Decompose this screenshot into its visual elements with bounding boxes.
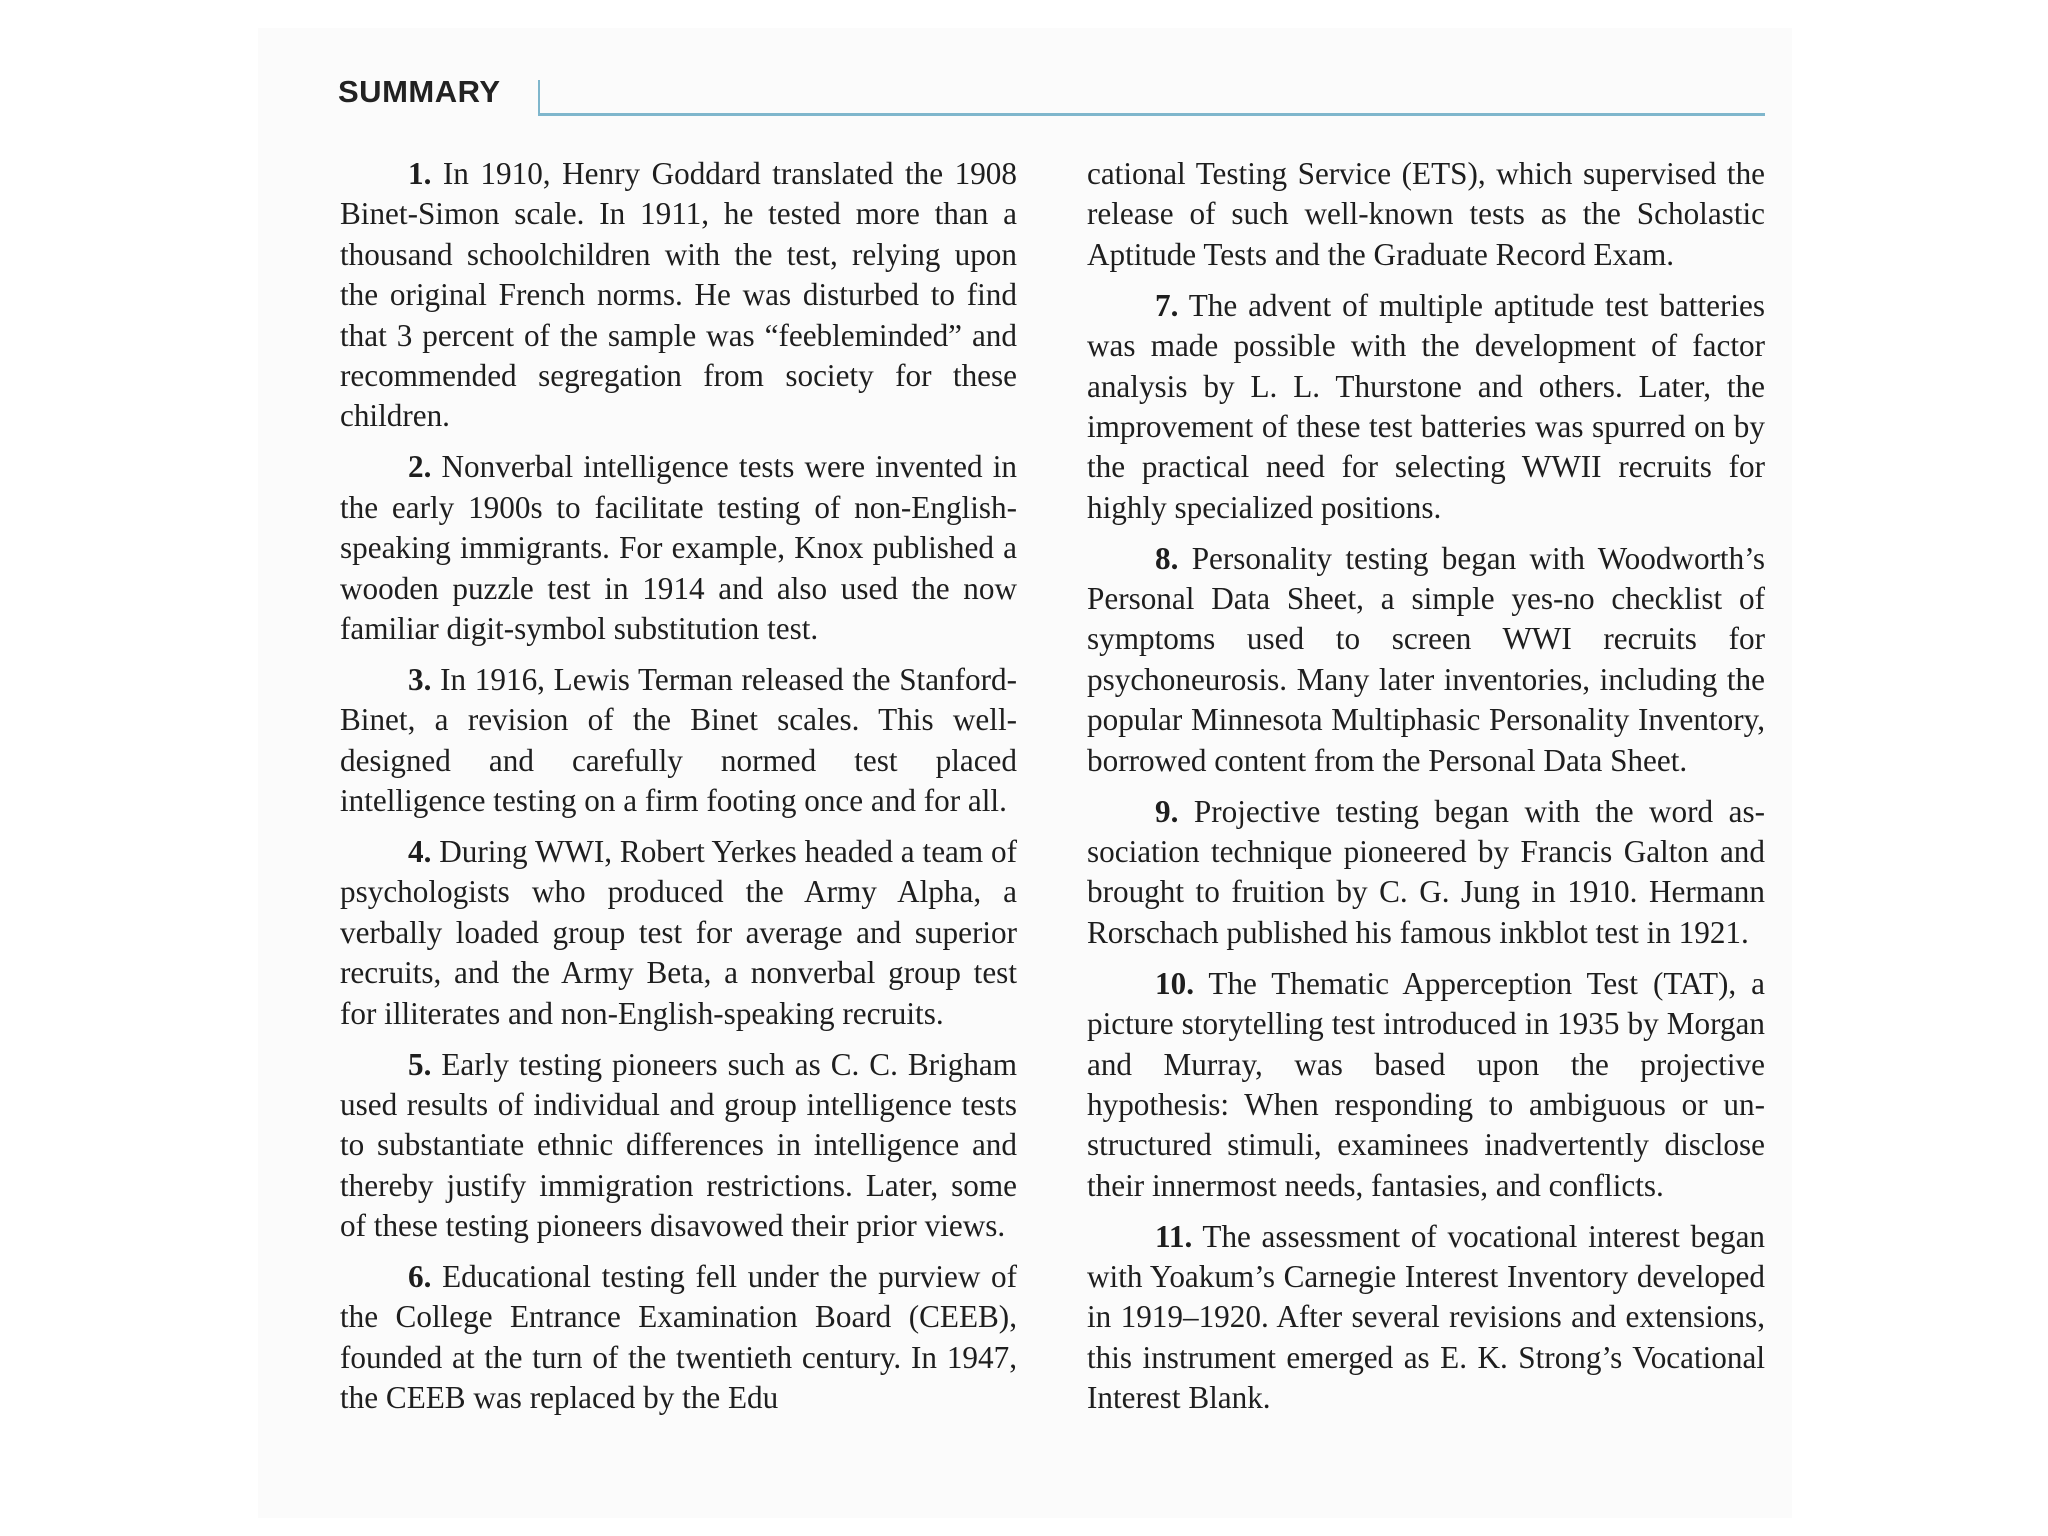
item-number: 10. [1155,965,1194,1001]
item-number: 6. [408,1259,432,1295]
item-text: The Thematic Apperception Test (TAT), a picture storytelling test introduced in 1935 by Morgan and Murray, was based upon the projective hypothesis: When responding to ambiguous or unstructured stimuli, examinees inadvertently disclose their innermost needs, fantasies, and conflicts. [1087,965,1766,1203]
item-text: In 1916, Lewis Terman released the Stanford-Binet, a revision of the Binet scales. This well-designed and carefully normed test placed intelligence testing on a firm footing once and for all. [340,661,1017,819]
summary-item-5 [340,1045,1017,1247]
section-header [338,50,1770,118]
section-title: SUMMARY [338,74,501,109]
item-number: 3. [408,661,432,697]
summary-item-6-continued: cational Testing Service (ETS), which supervised the release of such well-known tests as the Scholastic Aptitude Tests and the Graduate Record Exam. [1087,156,1765,272]
item-number: 4. [408,834,432,869]
item-text: Educational testing fell under the purview of the College Entrance Examination Board (CEEB), founded at the turn of the twentieth century. In 1947, the CEEB was replaced by the Edu [340,1259,1017,1416]
item-number: 7. [1155,287,1179,323]
item-number: 11. [1155,1218,1193,1254]
item-number: 9. [1155,793,1179,829]
item-text: Early testing pioneers such as C. C. Brigham used results of individual and group intelligence tests to substantiate ethnic differences in intelligence and thereby justify immigration restrictions. Later, some of these testing pioneers disavowed their prior views. [340,1046,1018,1244]
summary-item-3 [340,660,1017,822]
item-text: In 1910, Henry Goddard translated the 1908 Binet-Simon scale. In 1911, he tested more than a thousand schoolchildren with the test, relying upon the original French norms. He was disturbed to find that 3 percent of the sample was “feebleminded” and recommended segregation from society for these children. [340,156,1017,434]
item-text: The advent of multiple aptitude test batteries was made possible with the development of factor analysis by L. L. Thurstone and others. Later, the improvement of these test batteries was spurred on by the practical need for selecting WWII recruits for highly specialized positions. [1087,287,1765,525]
item-number: 5. [408,1046,432,1082]
summary-item-1 [340,154,1017,437]
item-text: The assessment of vocational interest began with Yoakum’s Carnegie Interest Inventory developed in 1919–1920. After several revisions and extensions, this instrument emerged as E. K. Strong’s Vocational Interest Blank. [1087,1218,1766,1416]
item-number: 2. [408,449,432,485]
summary-item-11 [1087,1217,1765,1419]
header-rule-vertical [538,80,540,116]
book-page [258,28,1792,1518]
right-column [1087,154,1765,1429]
summary-item-8 [1087,539,1765,781]
header-rule-horizontal [538,113,1765,116]
summary-item-4 [340,832,1017,1034]
item-number: 1. [408,156,432,191]
summary-item-7 [1087,286,1765,528]
item-text: Nonverbal intelligence tests were invented in the early 1900s to facilitate testing of non-English-speaking immigrants. For example, Knox published a wooden puzzle test in 1914 and also used the now familiar digit-symbol substitution test. [340,449,1018,646]
item-text: During WWI, Robert Yerkes headed a team of psychologists who produced the Army Alpha, a verbally loaded group test for average and superior recruits, and the Army Beta, a nonverbal group test for illiterates and non-English-speaking recruits. [340,834,1017,1031]
item-text: Personality testing began with Woodworth’s Personal Data Sheet, a simple yes-no checklist of symptoms used to screen WWI recruits for psychoneurosis. Many later inventories, including the popular Minnesota Multiphasic Personality Inventory, borrowed content from the Personal Data Sheet. [1087,540,1765,778]
item-number: 8. [1155,540,1179,576]
summary-item-6 [340,1257,1017,1419]
summary-item-2 [340,447,1017,649]
summary-item-10 [1087,964,1765,1206]
summary-item-9 [1087,792,1765,954]
item-text: Projective testing began with the word association technique pioneered by Francis Galton and brought to fruition by C. G. Jung in 1910. Hermann Rorschach published his famous inkblot test in 1921. [1087,793,1766,950]
left-column [340,154,1017,1429]
